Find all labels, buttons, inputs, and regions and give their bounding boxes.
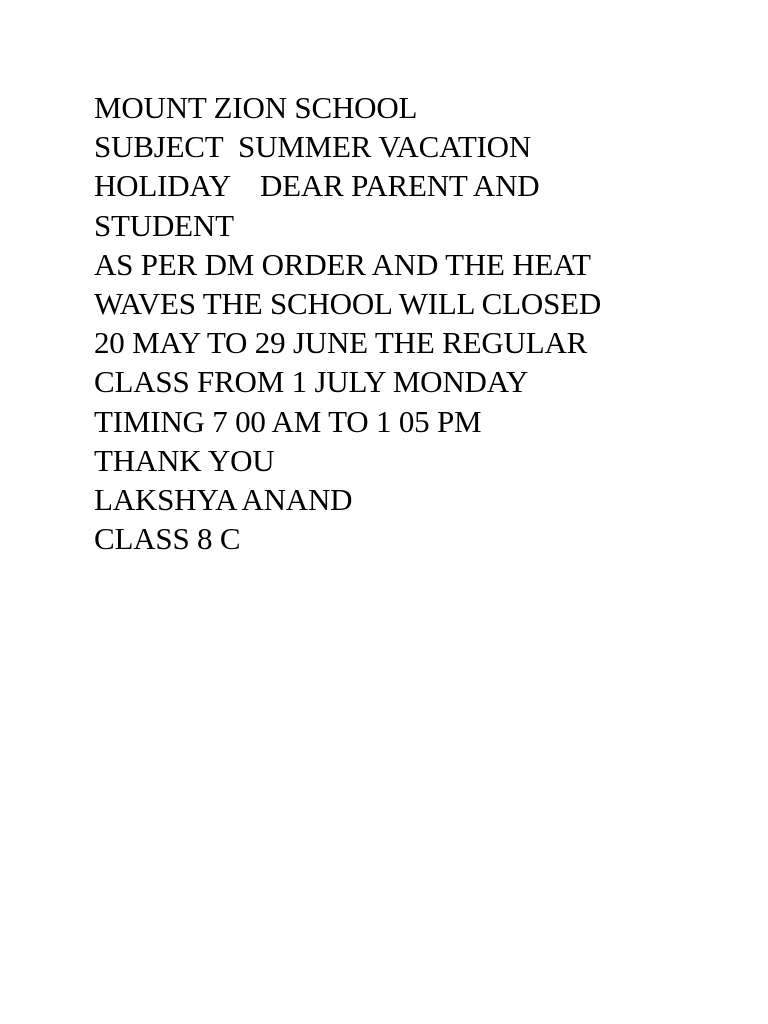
author-name-line: LAKSHYA ANAND [94, 481, 353, 517]
timing-line: TIMING 7 00 AM TO 1 05 PM [94, 403, 482, 439]
body-line-1: AS PER DM ORDER AND THE HEAT [94, 246, 591, 282]
body-line-4: CLASS FROM 1 JULY MONDAY [94, 364, 529, 400]
body-line-3: 20 MAY TO 29 JUNE THE REGULAR [94, 325, 588, 361]
body-line-2: WAVES THE SCHOOL WILL CLOSED [94, 285, 602, 321]
subject-line: SUBJECT SUMMER VACATION [94, 129, 532, 165]
closing-line: THANK YOU [94, 442, 275, 478]
salutation-line: HOLIDAY DEAR PARENT AND [94, 168, 540, 204]
salutation-continued-line: STUDENT [94, 207, 234, 243]
school-name-line: MOUNT ZION SCHOOL [94, 90, 418, 125]
notice-body [94, 88, 714, 558]
author-class-line: CLASS 8 C [94, 521, 241, 557]
